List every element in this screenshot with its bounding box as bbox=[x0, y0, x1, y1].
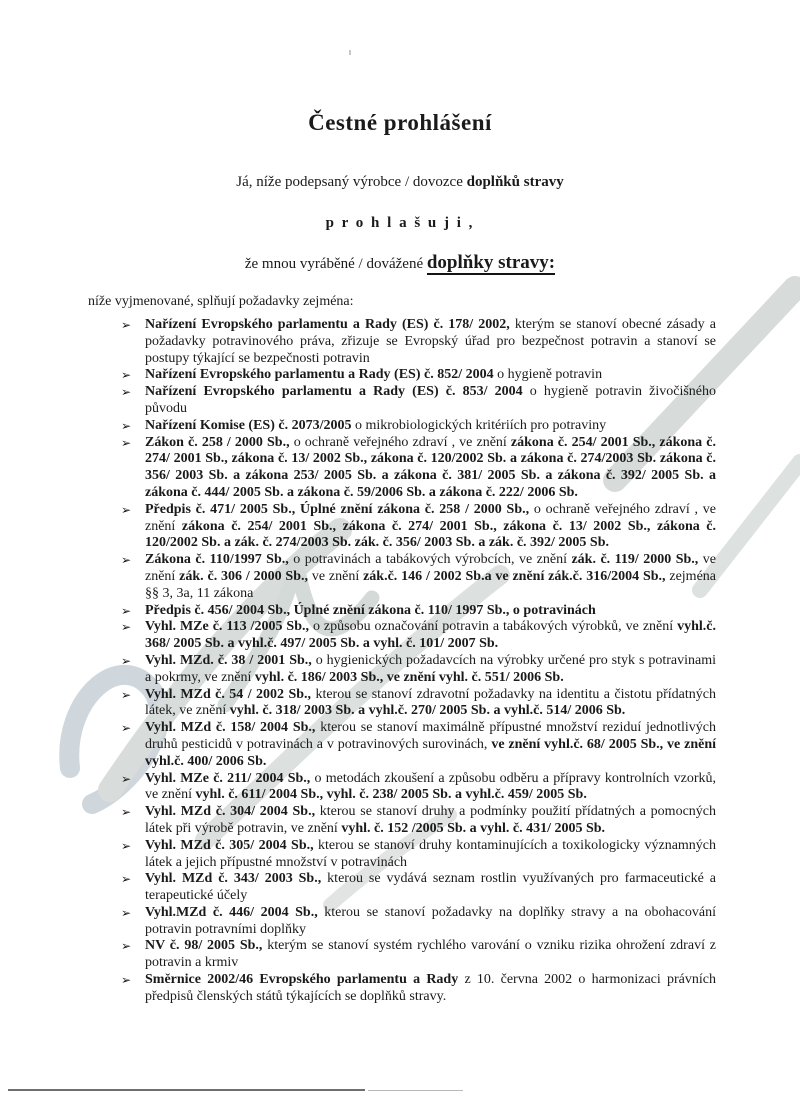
list-item-text: Předpis č. 456/ 2004 Sb., Úplné znění zákona č. 110/ 1997 Sb., o potravinách bbox=[145, 602, 596, 618]
list-item bbox=[103, 720, 716, 770]
list-item-text: Zákon č. 258 / 2000 Sb., o ochraně veřejného zdraví , ve znění zákona č. 254/ 2001 Sb., zákona č. 274/ 2001 Sb., zákona č. 13/ 2002 Sb., zákona č. 120/2002 Sb. a zákona č. 274/2003 Sb. zákona č. 356/ 2003 Sb. a zákona 253/ 2005 Sb. a zákona č. 381/ 2005 Sb. a zákona č. 392/ 2005 Sb. a zákona č. 444/ 2005 Sb. a zákona č. 59/2006 Sb. a zákona č. 222/ 2006 Sb. bbox=[145, 434, 716, 500]
list-item-text: Nařízení Evropského parlamentu a Rady (ES) č. 178/ 2002, kterým se stanoví obecné zásady a požadavky potravinového práva, zřizuje se Evropský úřad pro bezpečnost potravin a stanoví se postupy týkající se bezpečnosti potravin bbox=[145, 317, 716, 366]
arrow-bullet-icon: ➢ bbox=[121, 805, 132, 820]
scan-artifact-line-faint bbox=[368, 1090, 463, 1091]
list-item bbox=[103, 435, 716, 502]
arrow-bullet-icon: ➢ bbox=[121, 872, 132, 887]
list-item bbox=[103, 502, 716, 552]
declarant-line bbox=[0, 174, 800, 191]
list-item bbox=[103, 317, 716, 367]
list-item-text: Nařízení Evropského parlamentu a Rady (ES) č. 852/ 2004 o hygieně potravin bbox=[145, 367, 603, 383]
products-line-text: že mnou vyráběné / dovážené bbox=[244, 256, 427, 272]
list-item-text: Vyhl. MZe č. 211/ 2004 Sb., o metodách zkoušení a způsobu odběru a přípravy kontrolních vzorků, ve znění vyhl. č. 611/ 2004 Sb., vyhl. č. 238/ 2005 Sb. a vyhl.č. 459/ 2005 Sb. bbox=[145, 770, 716, 803]
lead-line: níže vyjmenované, splňují požadavky zejména: bbox=[88, 294, 354, 309]
list-item-text: Vyhl. MZe č. 113 /2005 Sb., o způsobu označování potravin a tabákových výrobků, ve znění vyhl.č. 368/ 2005 Sb. a vyhl.č. 497/ 2005 Sb. a vyhl. č. 101/ 2007 Sb. bbox=[145, 619, 716, 652]
arrow-bullet-icon: ➢ bbox=[121, 905, 132, 920]
arrow-bullet-icon: ➢ bbox=[121, 620, 132, 635]
list-item-text: Nařízení Komise (ES) č. 2073/2005 o mikrobiologických kritériích pro potraviny bbox=[145, 417, 607, 433]
arrow-bullet-icon: ➢ bbox=[121, 687, 132, 702]
list-item bbox=[103, 838, 716, 872]
arrow-bullet-icon: ➢ bbox=[121, 318, 132, 332]
scan-artifact-speck bbox=[349, 50, 351, 55]
list-item bbox=[103, 804, 716, 838]
list-item bbox=[103, 367, 716, 384]
arrow-bullet-icon: ➢ bbox=[121, 973, 132, 988]
list-item-text: Zákona č. 110/1997 Sb., o potravinách a tabákových výrobcích, ve znění zák. č. 119/ 2000 Sb., ve znění zák. č. 306 / 2000 Sb., ve znění zák.č. 146 / 2002 Sb.a ve znění zák.č. 316/2004 Sb., zejména §§ 3, 3a, 11 zákona bbox=[145, 552, 717, 601]
list-item bbox=[103, 384, 716, 418]
list-item bbox=[103, 653, 716, 687]
list-item bbox=[103, 771, 716, 805]
list-item-text: Vyhl. MZd č. 305/ 2004 Sb., kterou se stanoví druhy kontaminujících a toxikologicky významných látek a jejich přípustné množství v potravinách bbox=[145, 837, 717, 870]
arrow-bullet-icon: ➢ bbox=[121, 771, 132, 786]
arrow-bullet-icon: ➢ bbox=[121, 553, 132, 568]
arrow-bullet-icon: ➢ bbox=[121, 603, 132, 618]
list-item-text: Předpis č. 471/ 2005 Sb., Úplné znění zákona č. 258 / 2000 Sb., o ochraně veřejného zdraví , ve znění zákona č. 254/ 2001 Sb., zákona č. 274/ 2001 Sb., zákona č. 13/ 2002 Sb., zákona č. 120/2002 Sb. a zák. č. 274/2003 Sb. zák. č. 356/ 2003 Sb. a zák. č. 392/ 2005 Sb. bbox=[145, 501, 716, 551]
list-item-text: Nařízení Evropského parlamentu a Rady (ES) č. 853/ 2004 o hygieně potravin živočišného původu bbox=[145, 384, 717, 416]
arrow-bullet-icon: ➢ bbox=[121, 502, 132, 517]
arrow-bullet-icon: ➢ bbox=[121, 939, 132, 954]
list-item-text: Vyhl. MZd č. 54 / 2002 Sb., kterou se stanoví zdravotní požadavky na identitu a čistotu přídatných látek, ve znění vyhl. č. 318/ 2003 Sb. a vyhl.č. 270/ 2005 Sb. a vyhl.č. 514/ 2006 Sb. bbox=[145, 686, 717, 719]
list-item bbox=[103, 871, 716, 905]
declarant-line-bold: doplňků stravy bbox=[466, 174, 564, 190]
list-item-text: Vyhl.MZd č. 446/ 2004 Sb., kterou se stanoví požadavky na doplňky stravy a na obohacování potravin potravními doplňky bbox=[145, 904, 716, 937]
list-item bbox=[103, 552, 716, 602]
regulation-list bbox=[103, 317, 716, 1006]
arrow-bullet-icon: ➢ bbox=[121, 418, 132, 433]
list-item bbox=[103, 972, 716, 1006]
list-item-text: Vyhl. MZd č. 343/ 2003 Sb., kterou se vydává seznam rostlin využívaných pro farmaceutické a terapeutické účely bbox=[145, 871, 716, 904]
arrow-bullet-icon: ➢ bbox=[121, 385, 132, 400]
arrow-bullet-icon: ➢ bbox=[121, 368, 132, 383]
products-line-bold-underlined: doplňky stravy: bbox=[426, 252, 556, 273]
list-item bbox=[103, 418, 716, 435]
list-item bbox=[103, 603, 716, 620]
declarant-line-text: Já, níže podepsaný výrobce / dovozce bbox=[236, 174, 467, 190]
list-item bbox=[103, 687, 716, 721]
products-line bbox=[0, 252, 800, 274]
list-item bbox=[103, 905, 716, 939]
arrow-bullet-icon: ➢ bbox=[121, 721, 132, 736]
arrow-bullet-icon: ➢ bbox=[121, 838, 132, 853]
list-item bbox=[103, 938, 716, 972]
scan-artifact-line bbox=[8, 1089, 365, 1091]
arrow-bullet-icon: ➢ bbox=[121, 435, 132, 450]
list-item bbox=[103, 619, 716, 653]
list-item-text: Směrnice 2002/46 Evropského parlamentu a Rady z 10. června 2002 o harmonizaci právních předpisů členských států týkajících se doplňků stravy. bbox=[145, 972, 716, 1004]
list-item-text: Vyhl. MZd. č. 38 / 2001 Sb., o hygienických požadavcích na výrobky určené pro styk s potravinami a pokrmy, ve znění vyhl. č. 186/ 2003 Sb., ve znění vyhl. č. 551/ 2006 Sb. bbox=[145, 652, 717, 685]
declare-word: p r o h l a š u j i , bbox=[325, 215, 475, 231]
list-item-text: Vyhl. MZd č. 158/ 2004 Sb., kterou se stanoví maximálně přípustné množství reziduí jednotlivých druhů pesticidů v potravinách a v potravinových surovinách, ve znění vyhl.č. 68/ 2005 Sb., ve znění vyhl.č. 400/ 2006 Sb. bbox=[145, 720, 717, 769]
document-title: Čestné prohlášení bbox=[308, 110, 492, 135]
arrow-bullet-icon: ➢ bbox=[121, 653, 132, 668]
list-item-text: NV č. 98/ 2005 Sb., kterým se stanoví systém rychlého varování o vzniku rizika ohrožení zdraví z potravin a krmiv bbox=[145, 938, 716, 971]
list-item-text: Vyhl. MZd č. 304/ 2004 Sb., kterou se stanoví druhy a podmínky použití přídatných a pomocných látek při výrobě potravin, ve znění vyhl. č. 152 /2005 Sb. a vyhl. č. 431/ 2005 Sb. bbox=[145, 804, 717, 836]
